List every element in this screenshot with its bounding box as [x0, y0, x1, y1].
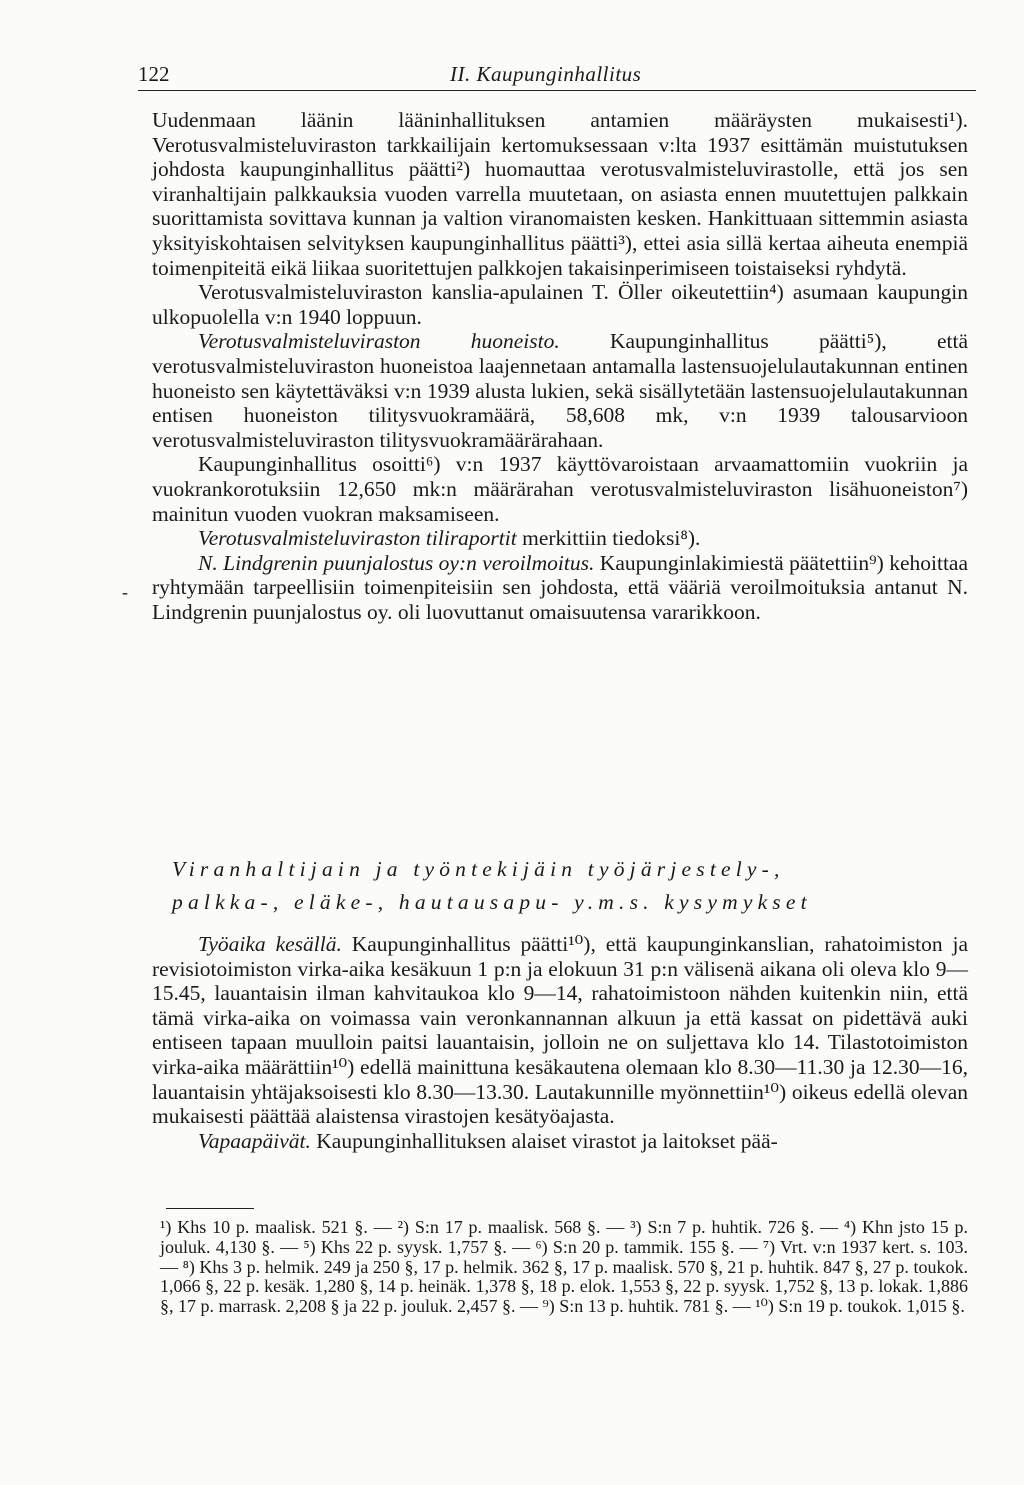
paragraph-heading: Verotusvalmisteluviraston tiliraportit — [198, 526, 517, 551]
body-text — [152, 108, 968, 624]
paragraph: Uudenmaan läänin lääninhallituksen antamien määräysten mukaisesti¹). Verotusvalmisteluviraston tarkkailijain kertomuksessaan v:lta 1937 esittämän muistutuksen johdosta kaupunginhallitus päätti²) huomauttaa verotusvalmisteluvirastolle, että jos sen viranhaltijain palkkauksia vuoden varrella muutetaan, on asiasta ennen muutettujen palkkain suorittamista sovittava kunnan ja valtion viranomaisten kesken. Hankittuaan sittemmin asiasta yksityiskohtaisen selvityksen kaupunginhallitus päätti³), ettei asia sillä kertaa aiheuta enempiä toimenpiteitä eikä liikaa suoritettujen palkkojen takaisinperimiseen toistaiseksi ryhdytä. — [152, 108, 968, 280]
paragraph: Kaupunginhallitus osoitti⁶) v:n 1937 käyttövaroistaan arvaamattomiin vuokriin ja vuokrankorotuksiin 12,650 mk:n määrärahan verotusvalmisteluviraston lisähuoneiston⁷) mainitun vuoden vuokran maksamiseen. — [152, 452, 968, 526]
section-heading — [172, 853, 952, 919]
paragraph-text: merkittiin tiedoksi⁸). — [516, 526, 701, 551]
paragraph-text: Kaupunginhallitus päätti¹⁰), että kaupunginkanslian, rahatoimiston ja revisiotoimiston virka-aika kesäkuun 1 p:n ja elokuun 31 p:n välisenä aikana oli oleva klo 9—15.45, lauantaisin ilman kahvitaukoa klo 9—14, rahatoimistoon nähden kuitenkin niin, että tämä virka-aika on voimassa vain veronkannannan alkuun ja että kassat on pidettävä auki entiseen tapaan muulloin paitsi lauantaisin, jolloin ne on suljettava klo 14. Tilastotoimiston virka-aika määrättiin¹⁰) edellä mainittuna kesäkautena olemaan klo 8.30—11.30 ja 12.30—16, lauantaisin yhtäjaksoisesti klo 8.30—13.30. Lautakunnille myönnettiin¹⁰) oikeus edellä olevan mukaisesti päättää alaistensa virastojen kesätyöajasta. — [152, 932, 968, 1129]
footnote-text: ¹) Khs 10 p. maalisk. 521 §. — ²) S:n 17 p. maalisk. 568 §. — ³) S:n 7 p. huhtik. 726 §. — ⁴) Khn jsto 15 p. jouluk. 4,130 §. — ⁵) Khs 22 p. syysk. 1,757 §. — ⁶) S:n 20 p. tammik. 155 §. — ⁷) Vrt. v:n 1937 kert. s. 103. — ⁸) Khs 3 p. helmik. 249 ja 250 §, 17 p. helmik. 362 §, 17 p. maalisk. 570 §, 21 p. huhtik. 847 §, 27 p. toukok. 1,066 §, 22 p. kesäk. 1,280 §, 14 p. heinäk. 1,378 §, 18 p. elok. 1,553 §, 22 p. syysk. 1,752 §, 13 p. lokak. 1,886 §, 17 p. marrask. 2,208 § ja 22 p. jouluk. 2,457 §. — ⁹) S:n 13 p. huhtik. 781 §. — ¹⁰) S:n 19 p. toukok. 1,015 §. — [160, 1217, 968, 1317]
paragraph-text: Kaupunginhallitus päätti⁵), että verotusvalmisteluviraston huoneistoa laajennetaan antamalla lastensuojelulautakunnan entinen huoneisto sen käytettäväksi v:n 1939 alusta lukien, sekä sisällytetään lastensuojelulautakunnan entisen huoneiston tilitysvuokramäärä, 58,608 mk, v:n 1939 talousarvioon verotusvalmisteluviraston tilitysvuokramäärärahaan. — [152, 329, 968, 452]
paragraph — [152, 1129, 968, 1154]
paragraph — [152, 932, 968, 1129]
paragraph: Verotusvalmisteluviraston kanslia-apulainen T. Öller oikeutettiin⁴) asumaan kaupungin ulkopuolella v:n 1940 loppuun. — [152, 280, 968, 329]
running-title: II. Kaupunginhallitus — [450, 62, 642, 86]
margin-mark: - — [122, 582, 128, 602]
page-header — [138, 60, 976, 91]
paragraph — [152, 551, 968, 625]
paragraph-heading: N. Lindgrenin puunjalostus oy:n veroilmoitus. — [198, 550, 595, 575]
section-heading-line: Viranhaltijain ja työntekijäin työjärjestely-, — [172, 857, 785, 881]
page-number: 122 — [138, 62, 170, 86]
footnotes — [160, 1218, 968, 1317]
section-heading-line: palkka-, eläke-, hautausapu- y.m.s. kysymykset — [172, 890, 812, 914]
paragraph-heading: Verotusvalmisteluviraston huoneisto. — [198, 329, 560, 354]
paragraph — [152, 329, 968, 452]
paragraph-heading: Vapaapäivät. — [198, 1128, 311, 1153]
paragraph-text: Kaupunginhallituksen alaiset virastot ja laitokset pää- — [310, 1128, 778, 1153]
paragraph-heading: Työaika kesällä. — [198, 932, 342, 956]
paragraph-text: Kaupunginlakimiestä päätettiin⁹) kehoittaa ryhtymään tarpeellisiin toimenpiteisiin sen johdosta, että vääriä veroilmoituksia antanut N. Lindgrenin puunjalostus oy. oli luovuttanut omaisuutensa vararikkoon. — [152, 550, 969, 624]
body-text — [152, 932, 968, 1153]
footnote-rule — [166, 1208, 254, 1209]
paragraph — [152, 526, 968, 551]
